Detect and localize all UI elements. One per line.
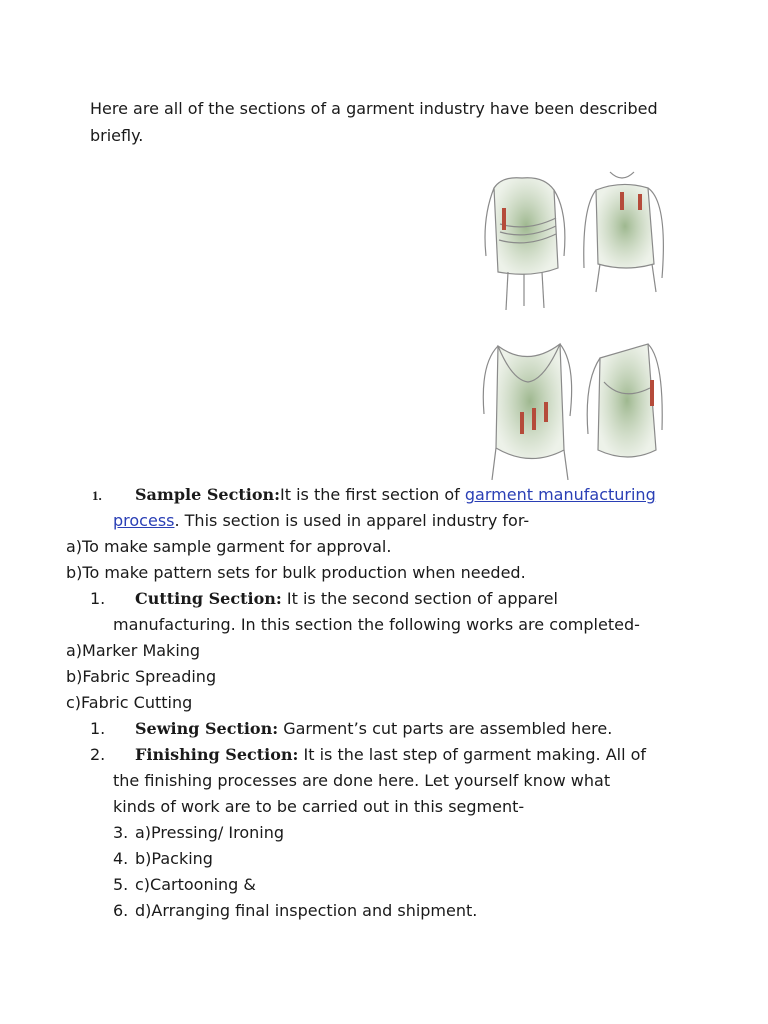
process-link[interactable]: process [113,511,175,530]
item-letter: a) [66,537,83,556]
cutting-item-c [66,690,192,716]
sewing-section-text: Garment’s cut parts are assembled here. [278,719,613,738]
item-text: Pressing/ Ironing [151,823,284,842]
list-number: 4. [113,849,129,868]
finishing-item [113,872,256,898]
sample-section-title: Sample Section: [135,485,281,504]
item-text: To make pattern sets for bulk production when needed. [82,563,526,582]
cutting-section-title: Cutting Section: [135,589,282,608]
sample-section-line-2 [113,508,529,534]
item-text: Cartooning & [150,875,256,894]
cutting-section-number: 1. [90,589,106,608]
item-letter: b) [66,667,83,686]
item-letter: a) [135,823,152,842]
item-text: Packing [151,849,213,868]
item-letter: a) [66,641,83,660]
item-letter: c) [135,875,151,894]
intro-line-2: briefly. [90,126,144,145]
finishing-section-number: 2. [90,745,106,764]
item-letter: b) [66,563,83,582]
item-text: Fabric Spreading [82,667,217,686]
item-text: Marker Making [82,641,201,660]
sample-item-b [66,560,526,586]
finishing-section-heading-line [135,742,646,768]
list-number: 1. [92,488,102,503]
list-number: 6. [113,901,129,920]
cutting-section-line-2: manufacturing. In this section the following works are completed- [113,615,640,634]
item-text: Arranging final inspection and shipment. [151,901,478,920]
cutting-item-b [66,664,216,690]
garment-sketches-illustration [472,168,678,480]
sample-section-item [92,482,102,509]
finishing-section-line-3: kinds of work are to be carried out in this segment- [113,797,525,816]
sample-section-text: It is the first section of [280,485,465,504]
sample-item-a [66,534,391,560]
sewing-section-number: 1. [90,719,106,738]
item-text: Fabric Cutting [81,693,193,712]
finishing-item [113,820,284,846]
sample-section-heading-line [135,482,656,508]
sewing-section-heading-line [135,716,612,742]
item-letter: d) [135,901,152,920]
cutting-item-a [66,638,200,664]
item-letter: c) [66,693,82,712]
sewing-section-title: Sewing Section: [135,719,279,738]
list-number: 3. [113,823,129,842]
intro-line-1: Here are all of the sections of a garment industry have been described [90,99,658,118]
garment-sketches-icon [472,168,678,480]
list-number: 5. [113,875,129,894]
sample-section-text-2: . This section is used in apparel industry for- [174,511,530,530]
garment-manufacturing-link[interactable]: garment manufacturing [464,485,656,504]
finishing-item [113,898,477,924]
cutting-section-heading-line [135,586,558,612]
finishing-section-title: Finishing Section: [135,745,299,764]
item-text: To make sample garment for approval. [82,537,392,556]
item-letter: b) [135,849,152,868]
finishing-section-text: It is the last step of garment making. All of [298,745,647,764]
finishing-item [113,846,213,872]
finishing-section-line-2: the finishing processes are done here. Let yourself know what [113,771,611,790]
cutting-section-text: It is the second section of apparel [281,589,558,608]
